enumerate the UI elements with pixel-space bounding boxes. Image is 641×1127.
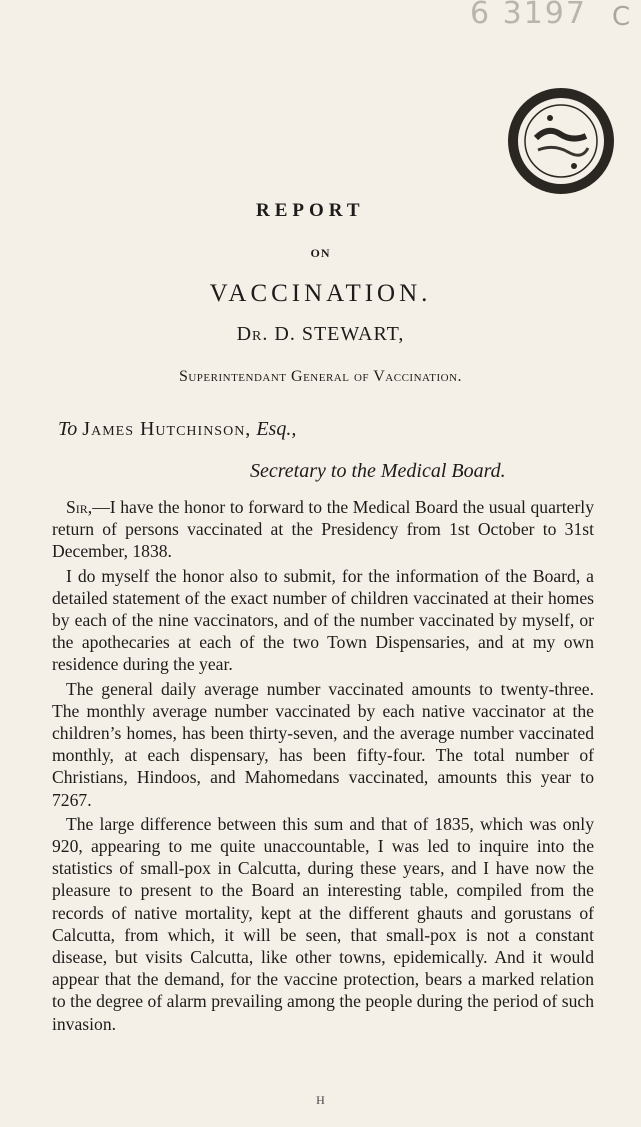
author-title: Superintendant General of Vaccination. [178, 368, 463, 385]
paragraph-3: The general daily average number vaccinated amounts to twenty-three. The monthly average number vaccinated by each native vaccinator at the children’s homes, has been thirty-seven, and the average number vaccinated monthly, at each dispensary, has been fifty-four. The total number of Christians, Hindoos, and Mahomedans vaccinated, amounts this year to 7267. [52, 678, 594, 810]
addressee-name: James Hutchinson, [82, 418, 252, 440]
paragraph-4: The large difference between this sum and that of 1835, which was only 920, appearing to me quite unaccountable, I was led to inquire into the statistics of small-pox in Calcutta, during these years, and I have now the pleasure to present to the Board an interesting table, compiled from the records of native mortality, kept at the different ghauts and gorustans of Calcutta, from which, it will be seen, that small-pox is not a constant disease, but visits Calcutta, like other towns, epidemically. And it would appear that the demand, for the vaccine protection, bears a marked relation to the degree of alarm prevailing among the people during the period of such invasion. [52, 813, 594, 1034]
paragraph-2: I do myself the honor also to submit, for the information of the Board, a detailed statement of the exact number of children vaccinated at their homes by each of the nine vaccinators, and of the number vaccinated by myself, or the apothecaries at each of the two Town Dispensaries, and at my own residence during the year. [52, 565, 594, 675]
paragraph-1 [52, 496, 594, 563]
corner-mark: C [612, 2, 631, 32]
report-label: REPORT [256, 200, 365, 221]
signature-mark: H [316, 1093, 325, 1107]
subject-title: VACCINATION. [209, 280, 432, 307]
author-name: Dr. D. STEWART, [236, 323, 405, 345]
addressee-line [58, 418, 296, 441]
paragraph-1-text: —I have the honor to forward to the Medical Board the usual quarterly return of persons vaccinated at the Presidency from 1st October to 31st December, 1838. [52, 497, 594, 562]
letter-body [52, 496, 594, 1037]
salutation: Sir, [66, 497, 93, 517]
library-stamp-icon [508, 88, 614, 194]
addressee-role: Secretary to the Medical Board. [250, 460, 506, 482]
addressee-to: To [58, 418, 78, 440]
shelfmark: 6 3197 [470, 0, 587, 31]
on-label: ON [310, 246, 331, 260]
addressee-honorific: Esq., [256, 418, 297, 440]
